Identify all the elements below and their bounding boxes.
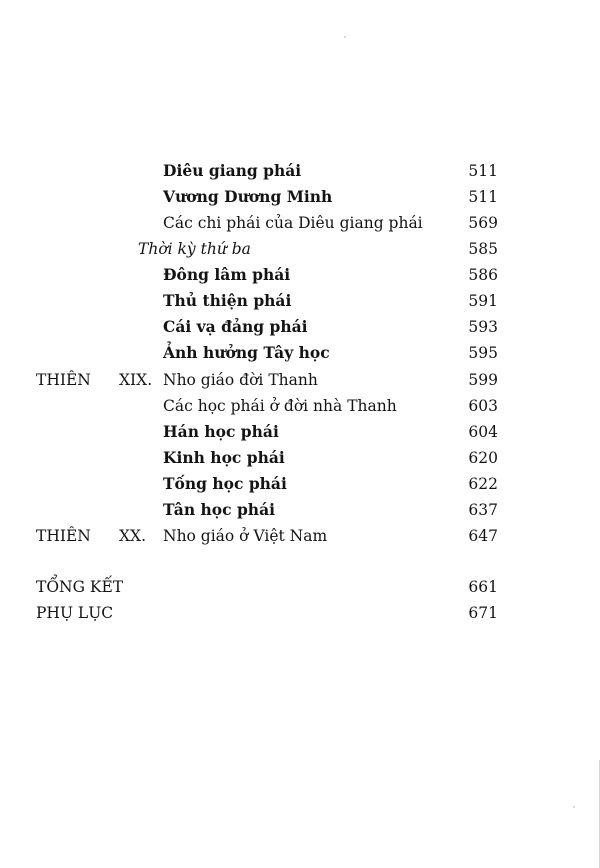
entry-title: Cái vạ đảng phái [163, 317, 308, 336]
entry-title: PHỤ LỤC [36, 604, 114, 622]
toc-entry [0, 419, 600, 445]
entry-page: 637 [468, 501, 498, 519]
entry-page: 620 [468, 449, 498, 467]
toc-chapter-entry [0, 367, 600, 393]
entry-page: 569 [468, 214, 498, 232]
entry-title: Diêu giang phái [163, 161, 302, 180]
toc-top-entry [0, 600, 600, 626]
entry-title: Ảnh hưởng Tây học [163, 343, 330, 362]
chapter-label: THIÊN [36, 527, 91, 545]
entry-page: 599 [468, 371, 498, 389]
toc-entry [0, 236, 600, 262]
toc-entry [0, 471, 600, 497]
entry-title: Các chi phái của Diêu giang phái [163, 214, 423, 232]
toc-entry [0, 393, 600, 419]
entry-page: 591 [468, 292, 498, 310]
entry-title: Nho giáo đời Thanh [163, 371, 318, 389]
toc-entry [0, 497, 600, 523]
entry-page: 671 [468, 604, 498, 622]
chapter-label: THIÊN [36, 371, 91, 389]
toc-entry [0, 340, 600, 366]
entry-page: 603 [468, 397, 498, 415]
toc-entry [0, 445, 600, 471]
entry-title: Kinh học phái [163, 448, 285, 467]
entry-page: 585 [468, 240, 498, 258]
entry-page: 595 [468, 344, 498, 362]
chapter-number: XIX. [119, 371, 153, 389]
toc-entry [0, 262, 600, 288]
scan-speck [344, 36, 346, 38]
toc-entry [0, 210, 600, 236]
toc-chapter-entry [0, 523, 600, 549]
entry-page: 511 [468, 162, 498, 180]
entry-title: Tân học phái [163, 500, 275, 519]
toc-entry [0, 184, 600, 210]
scan-speck [573, 806, 575, 808]
toc-top-entry [0, 574, 600, 600]
entry-page: 647 [468, 527, 498, 545]
entry-title: Tống học phái [163, 474, 287, 493]
entry-title: Hán học phái [163, 422, 279, 441]
entry-title: Nho giáo ở Việt Nam [163, 527, 328, 545]
entry-page: 661 [468, 578, 498, 596]
entry-title: Thủ thiện phái [163, 291, 292, 310]
entry-title: Vương Dương Minh [163, 187, 333, 206]
entry-page: 511 [468, 188, 498, 206]
toc-entry [0, 314, 600, 340]
entry-page: 593 [468, 318, 498, 336]
entry-page: 604 [468, 423, 498, 441]
entry-page: 586 [468, 266, 498, 284]
entry-title: Đông lâm phái [163, 265, 291, 284]
chapter-number: XX. [119, 527, 146, 545]
toc-entry [0, 288, 600, 314]
entry-title: TỔNG KẾT [36, 578, 124, 596]
entry-title: Thời kỳ thứ ba [138, 240, 251, 258]
entry-title: Các học phái ở đời nhà Thanh [163, 397, 397, 415]
entry-page: 622 [468, 475, 498, 493]
toc-entry [0, 158, 600, 184]
